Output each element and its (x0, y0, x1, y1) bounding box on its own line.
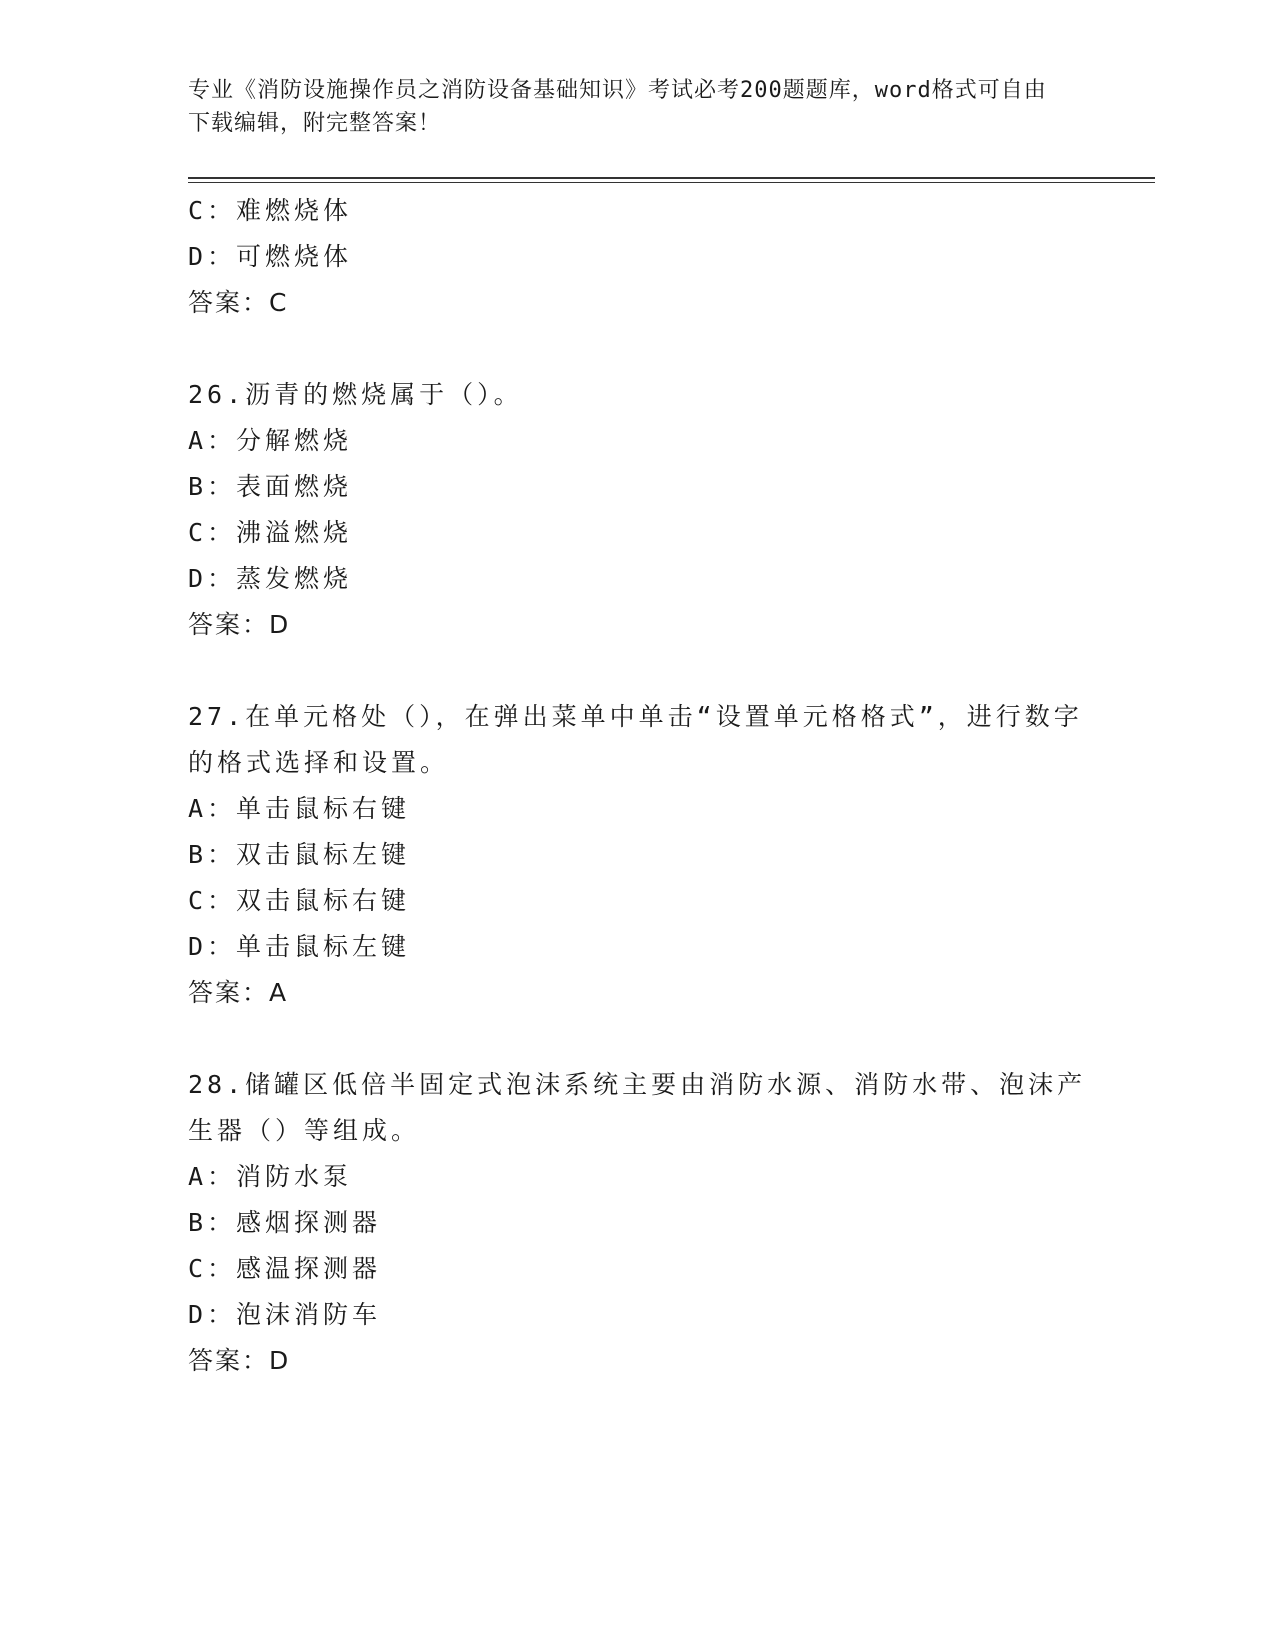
option-d: D：可燃烧体 (188, 242, 353, 271)
answer-line: 答案：A (188, 978, 289, 1007)
question-spacer (188, 648, 1088, 694)
answer-line: 答案：C (188, 288, 289, 317)
question-stem: 28.储罐区低倍半固定式泡沫系统主要由消防水源、消防水带、泡沫产生器（）等组成。 (188, 1070, 1087, 1145)
question-27 (188, 694, 1088, 1016)
option-c: C：感温探测器 (188, 1254, 382, 1283)
question-list (188, 188, 1088, 1384)
option-c: C：双击鼠标右键 (188, 886, 411, 915)
option-c: C：难燃烧体 (188, 196, 353, 225)
option-b: B：双击鼠标左键 (188, 840, 411, 869)
header-divider-thin (188, 182, 1155, 183)
option-a: A：消防水泵 (188, 1162, 353, 1191)
option-a: A：分解燃烧 (188, 426, 353, 455)
question-28 (188, 1062, 1088, 1384)
header-divider-thick (188, 177, 1155, 179)
document-header: 专业《消防设施操作员之消防设备基础知识》考试必考200题题库，word格式可自由下载编辑，附完整答案！ (188, 78, 1047, 136)
question-stem: 26.沥青的燃烧属于（）。 (188, 380, 523, 409)
option-b: B：表面燃烧 (188, 472, 353, 501)
option-a: A：单击鼠标右键 (188, 794, 411, 823)
question-26 (188, 372, 1088, 648)
question-spacer (188, 326, 1088, 372)
option-b: B：感烟探测器 (188, 1208, 382, 1237)
answer-line: 答案：D (188, 610, 291, 639)
option-d: D：蒸发燃烧 (188, 564, 353, 593)
option-c: C：沸溢燃烧 (188, 518, 353, 547)
carryover-question (188, 188, 1088, 326)
question-spacer (188, 1016, 1088, 1062)
option-d: D：泡沫消防车 (188, 1300, 382, 1329)
answer-line: 答案：D (188, 1346, 291, 1375)
question-stem: 27.在单元格处（），在弹出菜单中单击“设置单元格格式”，进行数字的格式选择和设置。 (188, 702, 1083, 777)
option-d: D：单击鼠标左键 (188, 932, 411, 961)
